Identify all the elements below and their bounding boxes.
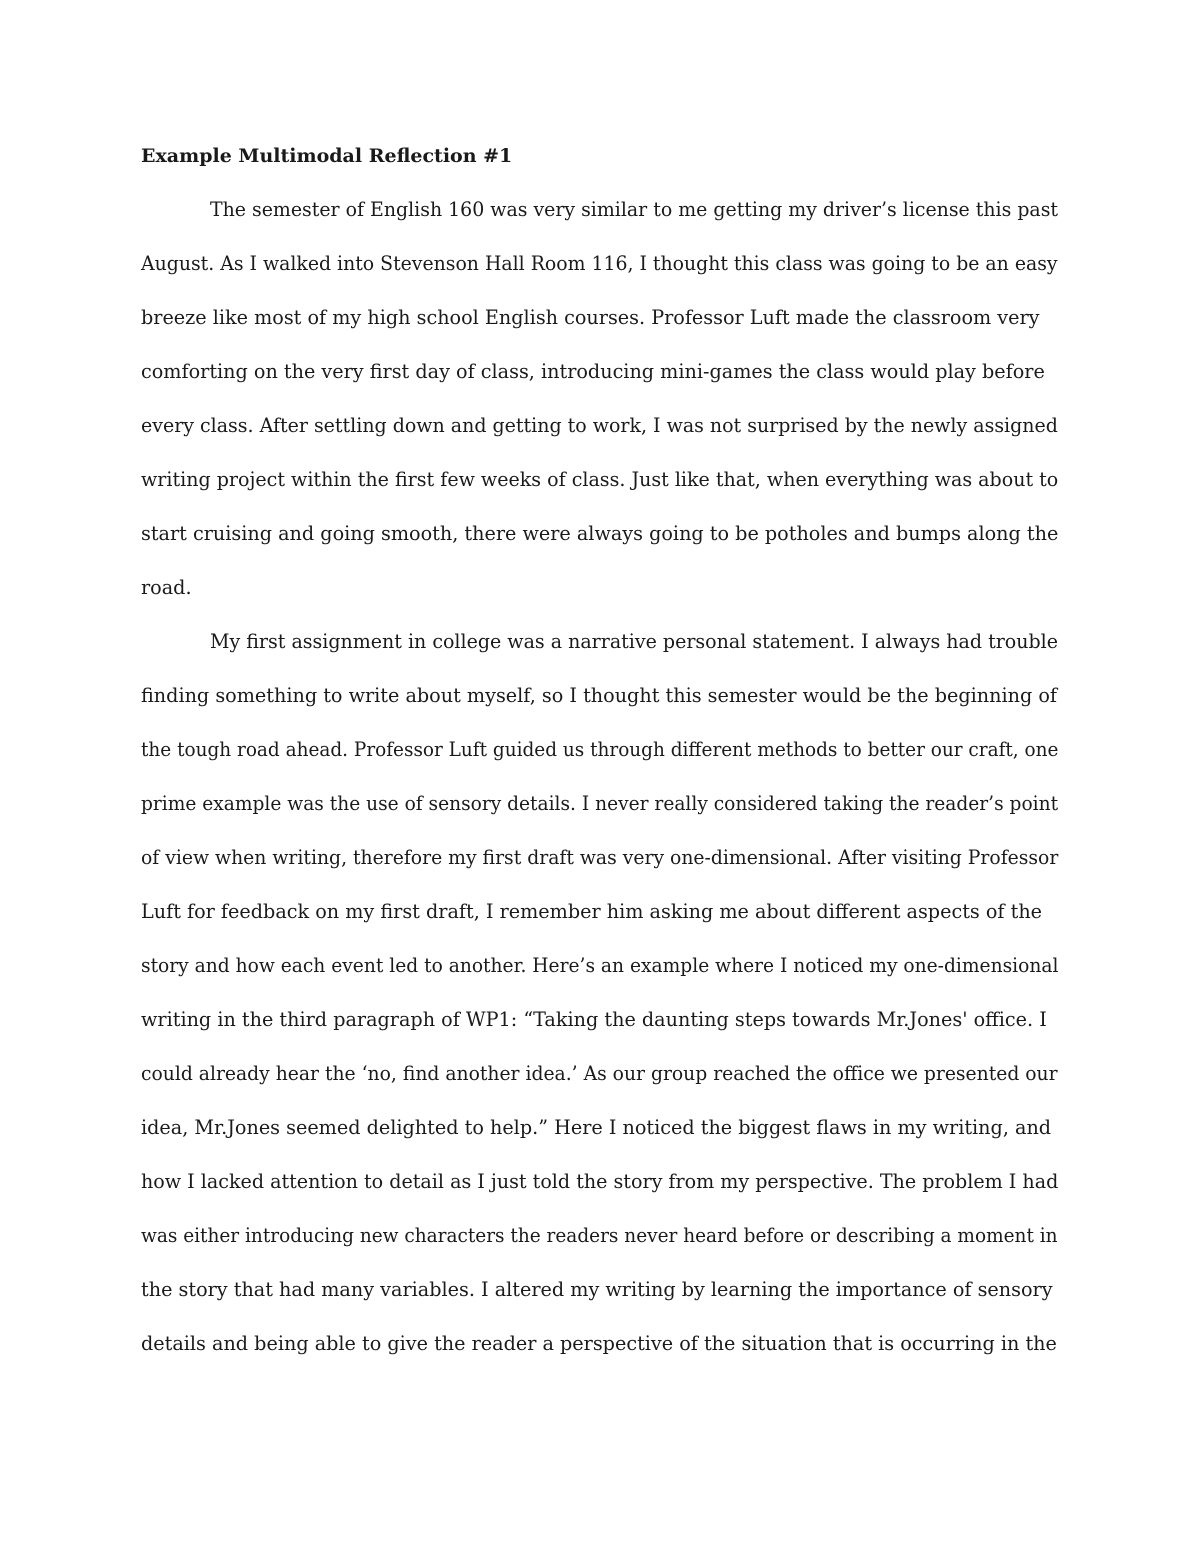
- paragraph-1-line-3: breeze like most of my high school English courses. Professor Luft made the classroom very: [141, 306, 1040, 329]
- paragraph-1-line-6: writing project within the first few weeks of class. Just like that, when everything was about to: [141, 468, 1059, 491]
- paragraph-2-line-2: finding something to write about myself, so I thought this semester would be the beginning of: [141, 684, 1057, 707]
- paragraph-1-line-5: every class. After settling down and getting to work, I was not surprised by the newly assigned: [141, 414, 1058, 437]
- paragraph-2-line-6: Luft for feedback on my first draft, I remember him asking me about different aspects of the: [141, 900, 1043, 923]
- paragraph-2-line-3: the tough road ahead. Professor Luft guided us through different methods to better our craft, one: [141, 738, 1059, 761]
- paragraph-2-line-14: details and being able to give the reader a perspective of the situation that is occurring in the: [141, 1332, 1057, 1355]
- paragraph-2-line-12: was either introducing new characters the readers never heard before or describing a moment in: [141, 1224, 1058, 1247]
- paragraph-2-line-7: story and how each event led to another. Here’s an example where I noticed my one-dimensional: [141, 954, 1059, 977]
- paragraph-2-line-4: prime example was the use of sensory details. I never really considered taking the reader’s point: [141, 792, 1059, 815]
- paragraph-1-line-4: comforting on the very first day of class, introducing mini-games the class would play before: [141, 360, 1045, 383]
- paragraph-2-line-13: the story that had many variables. I altered my writing by learning the importance of sensory: [141, 1278, 1053, 1301]
- paragraph-2-line-5: of view when writing, therefore my first draft was very one-dimensional. After visiting Professor: [141, 846, 1059, 869]
- paragraph-2-line-8: writing in the third paragraph of WP1: “Taking the daunting steps towards Mr.Jones' office. I: [141, 1008, 1047, 1031]
- document-title: Example Multimodal Reflection #1: [141, 145, 513, 167]
- paragraph-1-line-7: start cruising and going smooth, there were always going to be potholes and bumps along the: [141, 522, 1059, 545]
- paragraph-2-line-1: My first assignment in college was a narrative personal statement. I always had trouble: [210, 630, 1058, 653]
- paragraph-1-line-1: The semester of English 160 was very similar to me getting my driver’s license this past: [210, 198, 1059, 221]
- paragraph-2-line-10: idea, Mr.Jones seemed delighted to help.” Here I noticed the biggest flaws in my writing, and: [141, 1116, 1052, 1139]
- paragraph-2-line-11: how I lacked attention to detail as I just told the story from my perspective. The problem I had: [141, 1170, 1059, 1193]
- paragraph-1-line-8: road.: [141, 576, 192, 599]
- paragraph-2-line-9: could already hear the ‘no, find another idea.’ As our group reached the office we presented our: [141, 1062, 1058, 1085]
- paragraph-1-line-2: August. As I walked into Stevenson Hall Room 116, I thought this class was going to be an easy: [141, 252, 1058, 275]
